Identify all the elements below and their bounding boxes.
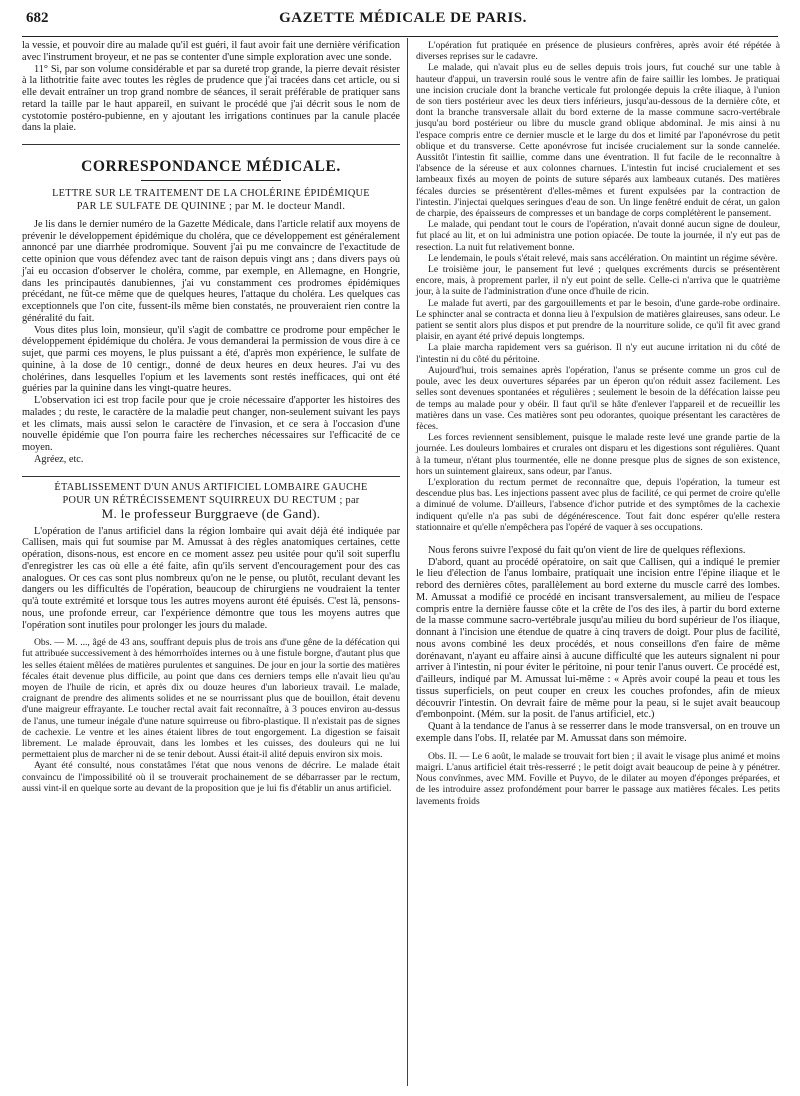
letter-closing: Agréez, etc. [34, 453, 84, 465]
commentary-paragraph-3: Quant à la tendance de l'anus à se resserrer dans le mode transversal, on en trouve un exemple dans l'obs. II, relatée par M. Amussat dans son mémoire. [416, 721, 780, 744]
commentary-paragraph-1: Nous ferons suivre l'exposé du fait qu'on vient de lire de quelques réflexions. [428, 544, 746, 556]
page-header [26, 10, 780, 32]
operation-paragraph-9: Les forces reviennent sensiblement, puisque le malade reste levé une grande partie de la journée. Les douleurs lombaires et crurales ont disparu et les digestions sont régulières. Quant à la tumeur, n'étant plus tourmentée, elle ne donne presque plus de signes de son existence, hors un suintement glaireux, sans odeur, par l'anus. [416, 432, 780, 477]
operation-paragraph-3: Le malade, qui pendant tout le cours de l'opération, n'avait donné aucun signe de douleur, fut placé au lit, et on lui administra une potion opiacée. De toute la journée, il n'y eut pas de resection. La nuit fut relativement bonne. [416, 219, 780, 253]
article-divider [22, 476, 400, 477]
column-divider [407, 38, 408, 1086]
operation-paragraph-1: L'opération fut pratiquée en présence de plusieurs confrères, après avoir été répétée à diverses reprises sur le cadavre. [416, 40, 780, 63]
header-rule [22, 36, 778, 37]
operation-paragraph-10: L'exploration du rectum permet de reconnaître que, depuis l'opération, la tumeur est descendue plus bas. Les injections passent avec plus de facilité, ce qui permet de croire qu'elle a diminué de volume. D'ailleurs, l'absence d'ichor putride et des symptômes de la cachexie indiquent qu'elle n'a pas subi de dégénérescence. Tout fait donc espérer qu'elle restera stationnaire et qu'elle n'empêchera pas l'opéré de vaquer à ses occupations. [416, 476, 780, 533]
letter-paragraph-1: Je lis dans le dernier numéro de la Gazette Médicale, dans l'article relatif aux moyens de prévenir le développement épidémique du choléra, que ce développement est généralement annoncé par une diarrhée prodromique. Souvent j'ai pu me convaincre de l'exactitude de cette opinion que vous défendez avec tant de raison depuis vingt ans ; dans divers pays où j'ai eu occasion d'observer le choléra, comme, par exemple, en Allemagne, en Hongrie, dans les principautés danubiennes, j'ai vu constamment ces prodromes épidémiques précédant, ne fût-ce même que de quelques heures, l'attaque du choléra. Les quelques cas exceptionnels que l'on cite, fussent-ils même bien constatés, ne prouveraient rien contre la généralité du fait. [22, 218, 400, 324]
section-title-rule [141, 180, 281, 181]
commentary-paragraph-2: D'abord, quant au procédé opératoire, on sait que Callisen, qui a indiqué le premier le lieu d'élection de l'anus lombaire, pratiquait une incision entre l'épine iliaque et le rebord des dernières côtes, parallèlement au bord externe du muscle carré des lombes. M. Amussat a modifié ce procédé en incisant transversalement, au milieu de l'espace compris entre la dernière fausse côte et la crête de l'os des iles, à partir du bord externe de la masse commune sacro-vertébrale jusqu'au milieu du bord supérieur de l'os iliaque, donnant à l'incision une étendue de quatre à cinq travers de doigt. Pour plus de facilité, nous avons combiné les deux procédés, et nous conseillons d'en faire de même dorénavant, n'ayant eu affaire ainsi à aucune difficulté que les auteurs signalent ni pour arriver à l'intestin, ni pour éviter le péritoine, ni pour tenir l'anus ouvert. Ce procédé est, d'ailleurs, indiqué par M. Amussat lui-même : « Après avoir coupé la peau et tous les tissus superficiels, on peut couper en creux les couches profondes, afin de mieux découvrir l'intestin. On devrait faire de même pour la peau, si le sujet avait beaucoup d'embonpoint. (Mém. sur la posit. de l'anus artificiel, etc.) [416, 556, 780, 721]
left-column [22, 40, 400, 794]
journal-title: GAZETTE MÉDICALE DE PARIS. [279, 10, 527, 26]
observation-paragraph-2: Ayant été consulté, nous constatâmes l'état que nous venons de décrire. Le malade était convaincu de l'impossibilité où il se trouverait prochainement de se débarrasser par le rectum, aussi vint-il en quelque sorte au devant de la proposition que je lui fis d'établir un anus artificiel. [22, 760, 400, 794]
article-heading-line-1: ÉTABLISSEMENT D'UN ANUS ARTIFICIEL LOMBAIRE GAUCHE [54, 481, 368, 493]
intro-paragraph-2: 11° Si, par son volume considérable et par sa dureté trop grande, la pierre devait résister à la lithotritie faite avec toutes les règles de prudence que j'ai tracées dans cet article, ou si elle devait entraîner un trop grand nombre de séances, il serait préférable de pratiquer sans retard la taille par le haut appareil, en suivant le procédé que j'ai décrit sous le nom de cystotomie postéro-pubienne, en y ajoutant les irrigations continues par la canule placée dans la plaie. [22, 63, 400, 134]
operation-paragraph-7: La plaie marcha rapidement vers sa guérison. Il n'y eut aucune irritation ni du côté de l'intestin ni du côté du péritoine. [416, 342, 780, 365]
article-heading-line-2: POUR UN RÉTRÉCISSEMENT SQUIRREUX DU RECTUM ; par [62, 494, 360, 506]
observation-paragraph-1: Obs. — M. ..., âgé de 43 ans, souffrant depuis plus de trois ans d'une gêne de la défécation qui fut attribuée successivement à des hémorrhoïdes internes ou à une fistule borgne, d'autant plus que les selles étaient mêlées de matières purulentes et sanguines. De jour en jour la sortie des matières fécales était devenue plus difficile, au point que dans ces derniers temps elle n'avait lieu qu'au moyen de l'huile de ricin, et après dix ou douze heures d'un laborieux travail. Le malade, craignant de prendre des aliments solides et ne se nourrissant plus que de bouillon, était devenu d'une maigreur effrayante. Le toucher rectal avait fait reconnaître, à 3 pouces environ au-dessus de l'anus, une tumeur inégale d'une nature squirreuse ou fibro-plastique. Il n'existait pas de signes de cachexie. Le ventre et les aines étaient libres de tout engorgement. La digestion se faisait librement. Le malade éprouvait, dans les lombes et les cuisses, des douleurs qui ne lui permettaient plus de marcher ni de se tenir debout. Aussi était-il alité depuis environ six mois. [22, 637, 400, 761]
letter-paragraph-2: Vous dites plus loin, monsieur, qu'il s'agit de combattre ce prodrome pour empêcher le développement épidémique du choléra. Je vous demanderai la permission de vous dire à ce sujet, que parmi ces moyens, le plus puissant a été, d'après mon expérience, le sulfate de quinine, à la dose de 10 centigr., donné de deux heures en deux heures. J'ai vu des cholérines, dans lesquelles l'opium et les lavements sont restés inefficaces, qui ont été guéries par la quinine dans les vingt-quatre heures. [22, 324, 400, 395]
right-column [416, 40, 780, 807]
letter-heading-line-1: LETTRE SUR LE TRAITEMENT DE LA CHOLÉRINE ÉPIDÉMIQUE [52, 187, 370, 199]
operation-paragraph-5: Le troisième jour, le pansement fut levé ; quelques excréments durcis se présentèrent encore, mais, à proprement parler, il n'y eut point de selle. Celle-ci n'arriva que le quatrième jour, à la suite de l'administration d'une once d'huile de ricin. [416, 264, 780, 298]
article-heading-line-3: M. le professeur Burggraeve (de Gand). [101, 505, 321, 521]
intro-paragraph-1: la vessie, et pouvoir dire au malade qu'il est guéri, il faut avoir fait une dernière vérification avec l'instrument broyeur, et ne pas se contenter d'une simple exploration avec une sonde. [22, 40, 400, 63]
letter-heading [22, 187, 400, 213]
page-number: 682 [26, 10, 49, 26]
operation-paragraph-8: Aujourd'hui, trois semaines après l'opération, l'anus se présente comme un gros cul de poule, avec les deux ouvertures séparées par un éperon qu'on réduit assez facilement. Les selles sont devenues spontanées et régulières ; seulement le besoin de la défécation laisse peu de temps au malade pour y obéir. Il faut qu'il se hâte d'enlever l'appareil et de recueillir les matières dans un vase. Ces matières sont peu odorantes, quoique présentant les caractères de fèces. [416, 364, 780, 432]
operation-paragraph-6: Le malade fut averti, par des gargouillements et par le besoin, d'une garde-robe ordinaire. Le sphincter anal se contracta et donna lieu à l'expulsion de matières glaireuses, sans odeur. Le patient se sentit alors plus dispos et put prendre de la nourriture solide, ce qu'il fit avec grand plaisir, en ayant été privé depuis longtemps. [416, 297, 780, 343]
article-heading [22, 481, 400, 520]
section-divider [22, 144, 400, 145]
article-paragraph-1: L'opération de l'anus artificiel dans la région lombaire qui avait déjà été indiquée par Callisen, mais qui fut soumise par M. Amussat à des règles anatomiques certaines, cette opération, disons-nous, est encore en ce moment assez peu usitée pour qu'il soit superflu d'enregistrer les cas où elle a été faite, afin qu'ils servent d'encouragement pour des cas analogues. Or ces cas sont plus nombreux qu'on ne le pense, ou plutôt, reculant devant les dangers ou les difficultés de l'opération, beaucoup de chirurgiens ne voudraient la tenter qu'à toute extrémité et lorsque tous les autres moyens auront été épuisés. C'est là, pensons-nous, une profonde erreur, car l'expérience démontre que tous les moyens autres que l'opération sont inutiles pour prolonger les jours du malade. [22, 525, 400, 631]
operation-paragraph-4: Le lendemain, le pouls s'était relevé, mais sans accélération. On maintint un régime sévère. [428, 252, 778, 264]
section-title: CORRESPONDANCE MÉDICALE. [81, 158, 341, 175]
operation-paragraph-2: Le malade, qui n'avait plus eu de selles depuis trois jours, fut couché sur une table à hauteur d'appui, un traversin roulé sous le ventre afin de faire saillir les lombes. Je pratiquai une incision cruciale dont la branche verticale fut prolongée depuis la crête iliaque, à l'union de son tiers postérieur avec les deux tiers inférieurs, jusqu'au-dessous de la dernière côte, et dont la branche transversale allait du bord externe de la masse commune sacro-vertébrale jusqu'au bord postérieur ou libre du muscle grand oblique abdominal. Je mis ainsi à nu l'espace compris entre ce dernier muscle et le large du dos et limité par l'aponévrose du petit oblique et du transverse. Cette aponévrose fut incisée crucialement sur la sonde cannelée. Aussitôt l'intestin fit saillie, comme dans une éventration. Il fut facile de le reconnaître à l'absence de la séreuse et aux colonnes charnues. L'intestin fut incisé crucialement et ses lambeaux fixés au moyen de points de suture séparés aux lambeaux cutanés. Des matières fécales durcies se présentèrent d'elles-mêmes et furent expulsées par la contraction de l'intestin. J'injectai quelques seringues d'eau de son. Un linge fenêtré enduit de cérat, un galon de charpie, des épaisseurs de compresses et un bandage de corps complétèrent le pansement. [416, 62, 780, 220]
observation-ii-paragraph: Obs. II. — Le 6 août, le malade se trouvait fort bien ; il avait le visage plus animé et moins maigri. L'anus artificiel était très-resserré ; le petit doigt avait beaucoup de peine à y pénétrer. Nous convînmes, avec MM. Foville et Puyvo, de le dilater au moyen d'éponges préparées, et de les introduire assez profondément pour barrer le passage aux matières fécales. Les petits lavements froids [416, 750, 780, 807]
letter-heading-line-2: PAR LE SULFATE DE QUININE ; par M. le docteur Mandl. [76, 200, 346, 212]
letter-paragraph-3: L'observation ici est trop facile pour que je croie nécessaire d'apporter les histoires des malades ; du reste, le caractère de la maladie peut changer, non-seulement suivant les pays et les climats, mais aussi selon le caractère de l'invasion, et ce sera à l'occasion d'une nouvelle épidémie que l'on pourra faire les recherches nécessaires sur l'efficacité de ce moyen. [22, 395, 400, 453]
